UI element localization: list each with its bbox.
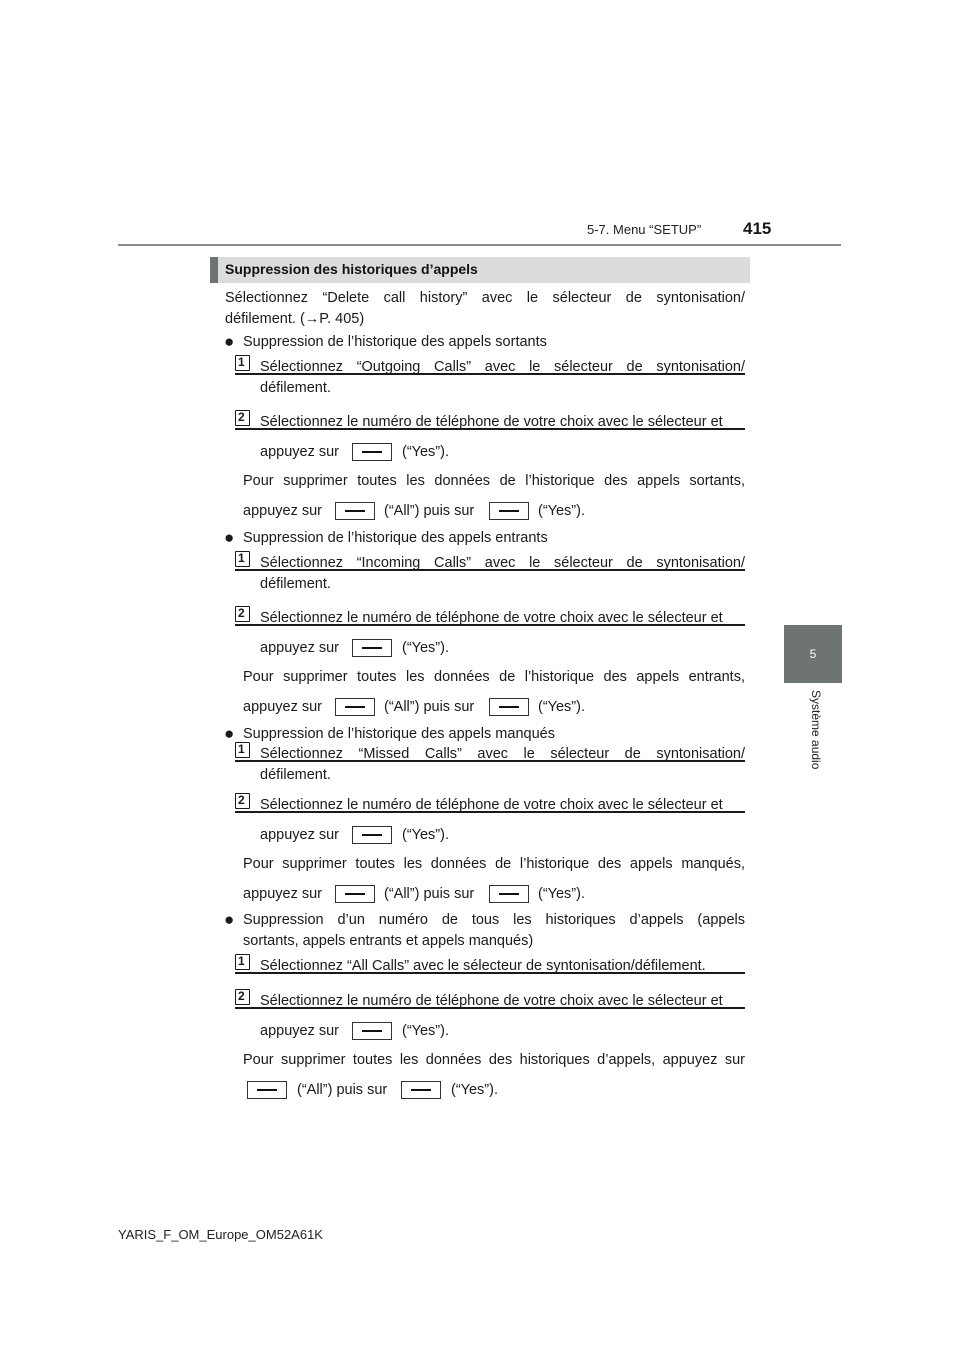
all-calls-all-line: Pour supprimer toutes les données des historiques d’appels, appuyez sur	[243, 1052, 745, 1068]
bullet-icon: ●	[224, 910, 235, 929]
chapter-tab	[784, 625, 842, 683]
incoming-all: (“All”) puis sur	[384, 699, 475, 715]
dash-key-icon[interactable]	[489, 502, 529, 520]
outgoing-all: (“All”) puis sur	[384, 503, 475, 519]
dash-key-icon[interactable]	[335, 502, 375, 520]
missed-step1-line2: défilement.	[260, 767, 331, 783]
bullet-all-calls-line1: Suppression d’un numéro de tous les historiques d’appels (appels	[243, 912, 745, 928]
all-calls-press: appuyez sur	[260, 1023, 339, 1039]
dash-key-icon[interactable]	[335, 698, 375, 716]
section-title: Suppression des historiques d’appels	[225, 261, 478, 277]
step-number: 2	[238, 989, 245, 1003]
dash-key-icon[interactable]	[352, 826, 392, 844]
all-calls-yes: (“Yes”).	[402, 1023, 449, 1039]
missed-press: appuyez sur	[260, 827, 339, 843]
step-number: 1	[238, 355, 245, 369]
all-calls-all: (“All”) puis sur	[297, 1082, 388, 1098]
missed-step2-line1: Sélectionnez le numéro de téléphone de votre choix avec le sélecteur et	[260, 797, 723, 813]
dash-key-icon[interactable]	[352, 443, 392, 461]
step-1-icon	[235, 954, 250, 970]
outgoing-press: appuyez sur	[260, 444, 339, 460]
step-1-icon	[235, 742, 250, 758]
all-calls-yes2: (“Yes”).	[451, 1082, 498, 1098]
step-number: 1	[238, 742, 245, 756]
bullet-icon: ●	[224, 724, 235, 743]
step-number: 2	[238, 606, 245, 620]
missed-all: (“All”) puis sur	[384, 886, 475, 902]
outgoing-press2: appuyez sur	[243, 503, 322, 519]
page-number: 415	[743, 219, 772, 238]
step-1-icon	[235, 355, 250, 371]
dash-key-icon[interactable]	[335, 885, 375, 903]
incoming-yes: (“Yes”).	[402, 640, 449, 656]
chapter-number: 5	[809, 647, 817, 661]
step-2-icon	[235, 793, 250, 809]
bullet-missed: Suppression de l’historique des appels manqués	[243, 726, 555, 742]
bullet-all-calls-line2: sortants, appels entrants et appels manqués)	[243, 933, 534, 949]
intro-line-2: défilement. (→P. 405)	[225, 311, 365, 327]
bullet-outgoing: Suppression de l’historique des appels sortants	[243, 334, 547, 350]
outgoing-all-line: Pour supprimer toutes les données de l’historique des appels sortants,	[243, 473, 745, 489]
incoming-press: appuyez sur	[260, 640, 339, 656]
missed-press2: appuyez sur	[243, 886, 322, 902]
section-accent	[210, 257, 218, 283]
header-rule	[118, 244, 841, 246]
outgoing-yes: (“Yes”).	[402, 444, 449, 460]
all-calls-step1: Sélectionnez “All Calls” avec le sélecteur de syntonisation/défilement.	[260, 958, 706, 974]
step-2-icon	[235, 410, 250, 426]
section-title-bar	[210, 257, 750, 283]
incoming-step1-line2: défilement.	[260, 576, 331, 592]
step-number: 1	[238, 551, 245, 565]
missed-step1-line1: Sélectionnez “Missed Calls” avec le sélecteur de syntonisation/	[260, 746, 745, 762]
bullet-icon: ●	[224, 528, 235, 547]
dash-key-icon[interactable]	[247, 1081, 287, 1099]
missed-yes2: (“Yes”).	[538, 886, 585, 902]
step-1-icon	[235, 551, 250, 567]
all-calls-step2-line1: Sélectionnez le numéro de téléphone de votre choix avec le sélecteur et	[260, 993, 723, 1009]
header-section: 5-7. Menu “SETUP”	[587, 222, 702, 237]
incoming-step2-line1: Sélectionnez le numéro de téléphone de votre choix avec le sélecteur et	[260, 610, 723, 626]
bullet-incoming: Suppression de l’historique des appels entrants	[243, 530, 548, 546]
footer-code: YARIS_F_OM_Europe_OM52A61K	[118, 1227, 323, 1242]
step-number: 2	[238, 410, 245, 424]
step-number: 2	[238, 793, 245, 807]
step-number: 1	[238, 954, 245, 968]
chapter-label: Système audio	[809, 690, 823, 770]
incoming-all-line: Pour supprimer toutes les données de l’historique des appels entrants,	[243, 669, 745, 685]
step-2-icon	[235, 606, 250, 622]
dash-key-icon[interactable]	[401, 1081, 441, 1099]
dash-key-icon[interactable]	[489, 698, 529, 716]
outgoing-step1-line1: Sélectionnez “Outgoing Calls” avec le sélecteur de syntonisation/	[260, 359, 745, 375]
incoming-step1-line1: Sélectionnez “Incoming Calls” avec le sélecteur de syntonisation/	[260, 555, 745, 571]
missed-all-line: Pour supprimer toutes les données de l’historique des appels manqués,	[243, 856, 745, 872]
step-2-icon	[235, 989, 250, 1005]
incoming-yes2: (“Yes”).	[538, 699, 585, 715]
dash-key-icon[interactable]	[489, 885, 529, 903]
bullet-icon: ●	[224, 332, 235, 351]
outgoing-step2-line1: Sélectionnez le numéro de téléphone de votre choix avec le sélecteur et	[260, 414, 723, 430]
incoming-press2: appuyez sur	[243, 699, 322, 715]
missed-yes: (“Yes”).	[402, 827, 449, 843]
outgoing-step1-line2: défilement.	[260, 380, 331, 396]
dash-key-icon[interactable]	[352, 639, 392, 657]
dash-key-icon[interactable]	[352, 1022, 392, 1040]
outgoing-yes2: (“Yes”).	[538, 503, 585, 519]
intro-line-1: Sélectionnez “Delete call history” avec le sélecteur de syntonisation/	[225, 290, 745, 306]
